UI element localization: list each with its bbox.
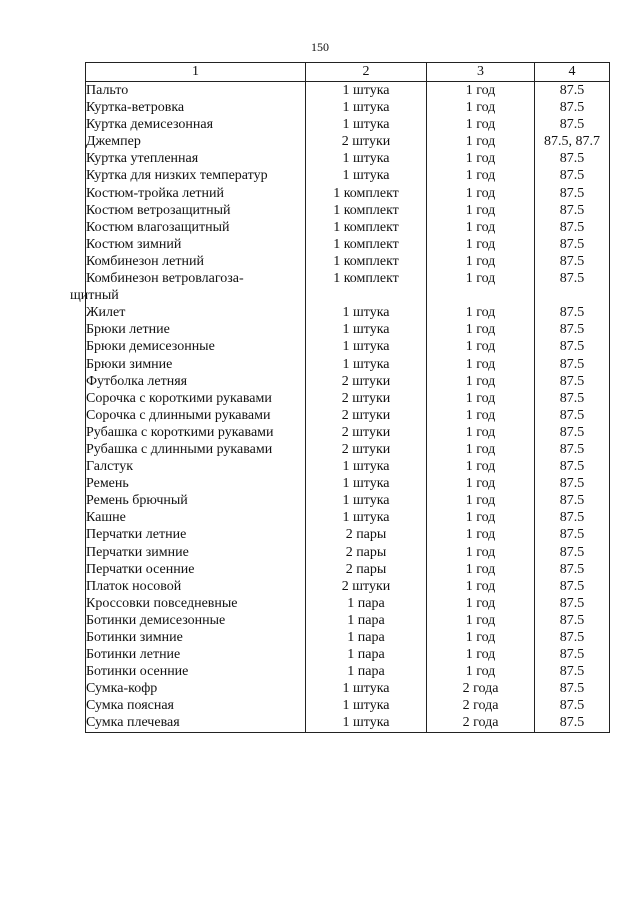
item-wear-period: 1 год <box>427 424 535 441</box>
item-name-cell <box>86 150 306 167</box>
item-quantity: 1 штука <box>306 116 427 133</box>
item-name: Брюки демисезонные <box>86 339 215 355</box>
item-name-cell <box>86 304 306 321</box>
item-wear-period: 1 год <box>427 475 535 492</box>
item-name: Ботинки демисезонные <box>86 612 226 628</box>
item-quantity: 1 штука <box>306 99 427 116</box>
item-quantity: 1 штука <box>306 492 427 509</box>
item-name-cell <box>86 356 306 373</box>
item-name-cell <box>86 629 306 646</box>
item-quantity: 1 штука <box>306 304 427 321</box>
item-reference: 87.5 <box>535 150 610 167</box>
item-name-cell <box>86 458 306 475</box>
table-row <box>86 99 610 116</box>
item-quantity: 2 штуки <box>306 424 427 441</box>
item-name: Галстук <box>86 459 134 475</box>
item-name-cell <box>86 133 306 150</box>
item-wear-period: 1 год <box>427 219 535 236</box>
item-quantity: 1 пара <box>306 663 427 680</box>
item-quantity: 1 штука <box>306 82 427 100</box>
item-reference: 87.5 <box>535 356 610 373</box>
item-reference: 87.5 <box>535 544 610 561</box>
item-wear-period: 1 год <box>427 595 535 612</box>
item-wear-period: 1 год <box>427 202 535 219</box>
item-reference: 87.5 <box>535 321 610 338</box>
table-row <box>86 475 610 492</box>
item-name: Кашне <box>86 510 126 526</box>
table-row <box>86 390 610 407</box>
table-row <box>86 595 610 612</box>
item-wear-period: 1 год <box>427 526 535 543</box>
table-row <box>86 458 610 475</box>
item-name-cell <box>86 646 306 663</box>
item-wear-period: 1 год <box>427 236 535 253</box>
item-reference: 87.5 <box>535 373 610 390</box>
item-quantity: 1 штука <box>306 458 427 475</box>
item-name-cell <box>86 697 306 714</box>
table-row <box>86 236 610 253</box>
item-name-cell <box>86 373 306 390</box>
item-wear-period: 1 год <box>427 612 535 629</box>
table-row <box>86 612 610 629</box>
item-name: Сорочка с короткими рукавами <box>86 390 272 406</box>
header-row <box>86 63 610 82</box>
item-name: Куртка утепленная <box>86 151 199 167</box>
table-row <box>86 150 610 167</box>
item-name: Платок носовой <box>86 578 182 594</box>
item-reference: 87.5 <box>535 714 610 732</box>
item-name: Комбинезон ветровлагоза- <box>86 271 244 287</box>
item-name-cell <box>86 407 306 424</box>
item-name: Сорочка с длинными рукавами <box>86 407 271 423</box>
table-row <box>86 680 610 697</box>
table-row <box>86 509 610 526</box>
item-name: Костюм ветрозащитный <box>86 202 231 218</box>
item-name: Куртка демисезонная <box>86 117 214 133</box>
item-wear-period: 1 год <box>427 407 535 424</box>
item-name: Перчатки зимние <box>86 544 189 560</box>
item-wear-period: 1 год <box>427 646 535 663</box>
item-reference: 87.5, 87.7 <box>535 133 610 150</box>
item-quantity: 2 пары <box>306 544 427 561</box>
item-reference: 87.5 <box>535 492 610 509</box>
item-wear-period: 1 год <box>427 150 535 167</box>
item-reference: 87.5 <box>535 578 610 595</box>
table-row <box>86 697 610 714</box>
item-quantity: 1 штука <box>306 714 427 732</box>
clothing-table <box>70 62 610 733</box>
item-name-cell <box>86 492 306 509</box>
item-reference: 87.5 <box>535 407 610 424</box>
item-reference: 87.5 <box>535 680 610 697</box>
item-reference: 87.5 <box>535 697 610 714</box>
item-name-cell <box>86 321 306 338</box>
item-wear-period: 1 год <box>427 99 535 116</box>
item-wear-period: 2 года <box>427 680 535 697</box>
item-name-cell <box>86 253 306 270</box>
item-name: Ботинки летние <box>86 647 181 663</box>
table-row <box>86 133 610 150</box>
item-reference: 87.5 <box>535 99 610 116</box>
table-row <box>86 407 610 424</box>
item-wear-period: 1 год <box>427 373 535 390</box>
column-header-2: 2 <box>306 63 427 82</box>
item-reference: 87.5 <box>535 629 610 646</box>
table-header <box>86 63 610 82</box>
item-quantity: 1 пара <box>306 612 427 629</box>
item-quantity: 1 штука <box>306 475 427 492</box>
item-name: Пальто <box>86 83 129 98</box>
item-quantity: 2 штуки <box>306 578 427 595</box>
item-quantity: 1 комплект <box>306 202 427 219</box>
item-reference: 87.5 <box>535 304 610 321</box>
item-name-cell <box>70 270 306 304</box>
item-reference: 87.5 <box>535 253 610 270</box>
item-reference: 87.5 <box>535 219 610 236</box>
item-reference: 87.5 <box>535 561 610 578</box>
table-row <box>86 646 610 663</box>
item-name-cell <box>86 578 306 595</box>
item-wear-period: 1 год <box>427 133 535 150</box>
item-quantity: 2 штуки <box>306 373 427 390</box>
item-name-cell <box>86 116 306 133</box>
item-quantity: 1 комплект <box>306 270 427 304</box>
item-name: Сумка поясная <box>86 698 174 714</box>
item-quantity: 1 штука <box>306 167 427 184</box>
item-reference: 87.5 <box>535 338 610 355</box>
item-name-cell <box>86 544 306 561</box>
item-name-cell <box>86 99 306 116</box>
item-quantity: 1 комплект <box>306 236 427 253</box>
item-quantity: 2 штуки <box>306 390 427 407</box>
item-wear-period: 1 год <box>427 304 535 321</box>
page-number: 150 <box>311 40 329 54</box>
table-row <box>86 338 610 355</box>
item-wear-period: 1 год <box>427 561 535 578</box>
item-name-cell <box>86 595 306 612</box>
item-quantity: 2 штуки <box>306 441 427 458</box>
table-row <box>86 578 610 595</box>
item-quantity: 1 штука <box>306 509 427 526</box>
column-header-4: 4 <box>535 63 610 82</box>
item-name-cell <box>86 475 306 492</box>
item-name-cell <box>86 561 306 578</box>
item-wear-period: 1 год <box>427 441 535 458</box>
table-row <box>86 526 610 543</box>
table-row <box>86 544 610 561</box>
item-reference: 87.5 <box>535 509 610 526</box>
item-quantity: 1 комплект <box>306 219 427 236</box>
item-name: Рубашка с короткими рукавами <box>86 424 274 440</box>
item-name: Брюки зимние <box>86 356 173 372</box>
table-row <box>86 270 610 304</box>
item-quantity: 2 штуки <box>306 133 427 150</box>
item-wear-period: 1 год <box>427 509 535 526</box>
item-reference: 87.5 <box>535 185 610 202</box>
item-name-cell <box>86 509 306 526</box>
item-name-cell <box>86 424 306 441</box>
item-name-cell <box>86 236 306 253</box>
item-reference: 87.5 <box>535 595 610 612</box>
item-reference: 87.5 <box>535 663 610 680</box>
table-row <box>86 356 610 373</box>
table-row <box>86 82 610 100</box>
item-name: Ремень брючный <box>86 493 188 509</box>
item-name: Костюм-тройка летний <box>86 185 224 201</box>
item-wear-period: 1 год <box>427 338 535 355</box>
item-wear-period: 2 года <box>427 714 535 732</box>
item-quantity: 2 пары <box>306 561 427 578</box>
item-name-cell <box>86 663 306 680</box>
item-wear-period: 1 год <box>427 578 535 595</box>
item-name-cell <box>86 714 306 732</box>
item-wear-period: 1 год <box>427 390 535 407</box>
item-name: Перчатки летние <box>86 527 187 543</box>
item-reference: 87.5 <box>535 646 610 663</box>
item-quantity: 1 штука <box>306 321 427 338</box>
item-quantity: 1 штука <box>306 150 427 167</box>
item-wear-period: 1 год <box>427 629 535 646</box>
item-name: Куртка-ветровка <box>86 100 185 116</box>
item-name: Кроссовки повседневные <box>86 595 238 611</box>
item-reference: 87.5 <box>535 167 610 184</box>
table-row <box>86 116 610 133</box>
item-reference: 87.5 <box>535 458 610 475</box>
item-name-cell <box>86 185 306 202</box>
item-name-cell <box>86 338 306 355</box>
item-wear-period: 1 год <box>427 356 535 373</box>
table-row <box>86 424 610 441</box>
item-wear-period: 1 год <box>427 270 535 304</box>
item-name: Футболка летняя <box>86 373 188 389</box>
item-name-cell <box>86 167 306 184</box>
item-reference: 87.5 <box>535 526 610 543</box>
item-name-cell <box>86 390 306 407</box>
item-name: Сумка плечевая <box>86 715 180 731</box>
item-quantity: 2 штуки <box>306 407 427 424</box>
item-wear-period: 1 год <box>427 663 535 680</box>
item-name: Костюм зимний <box>86 236 182 252</box>
item-quantity: 1 штука <box>306 356 427 373</box>
item-reference: 87.5 <box>535 441 610 458</box>
item-wear-period: 1 год <box>427 321 535 338</box>
item-name-continuation: щитный <box>70 288 119 304</box>
table-row <box>86 321 610 338</box>
item-wear-period: 1 год <box>427 116 535 133</box>
item-quantity: 1 пара <box>306 595 427 612</box>
item-name-cell <box>86 82 306 100</box>
table-row <box>86 219 610 236</box>
item-reference: 87.5 <box>535 82 610 100</box>
table-row <box>86 561 610 578</box>
item-name: Сумка-кофр <box>86 681 158 697</box>
item-quantity: 1 штука <box>306 680 427 697</box>
table-row <box>86 185 610 202</box>
table-row <box>86 663 610 680</box>
item-reference: 87.5 <box>535 475 610 492</box>
item-name: Рубашка с длинными рукавами <box>86 441 273 457</box>
item-wear-period: 1 год <box>427 185 535 202</box>
table-row <box>86 202 610 219</box>
item-name: Перчатки осенние <box>86 561 195 577</box>
item-name-cell <box>86 202 306 219</box>
table-row <box>86 714 610 732</box>
item-wear-period: 1 год <box>427 167 535 184</box>
item-name-cell <box>86 441 306 458</box>
item-wear-period: 1 год <box>427 544 535 561</box>
item-quantity: 1 пара <box>306 646 427 663</box>
item-quantity: 1 пара <box>306 629 427 646</box>
item-reference: 87.5 <box>535 236 610 253</box>
item-name: Куртка для низких температур <box>86 168 268 184</box>
column-header-3: 3 <box>427 63 535 82</box>
table-row <box>86 304 610 321</box>
item-name: Ремень <box>86 476 129 492</box>
table-body <box>70 82 610 733</box>
item-reference: 87.5 <box>535 270 610 304</box>
item-quantity: 1 комплект <box>306 185 427 202</box>
item-name: Жилет <box>86 305 126 321</box>
item-name: Брюки летние <box>86 322 170 338</box>
item-name: Комбинезон летний <box>86 253 204 269</box>
item-reference: 87.5 <box>535 116 610 133</box>
item-reference: 87.5 <box>535 202 610 219</box>
table-row <box>86 629 610 646</box>
item-reference: 87.5 <box>535 390 610 407</box>
table-row <box>86 167 610 184</box>
item-quantity: 1 штука <box>306 338 427 355</box>
item-quantity: 1 комплект <box>306 253 427 270</box>
item-quantity: 1 штука <box>306 697 427 714</box>
item-name-cell <box>86 526 306 543</box>
item-name: Ботинки осенние <box>86 664 189 680</box>
item-reference: 87.5 <box>535 424 610 441</box>
item-wear-period: 2 года <box>427 697 535 714</box>
table-row <box>86 492 610 509</box>
item-name-cell <box>86 219 306 236</box>
item-wear-period: 1 год <box>427 458 535 475</box>
item-wear-period: 1 год <box>427 253 535 270</box>
table-row <box>86 441 610 458</box>
item-name-cell <box>86 612 306 629</box>
table-row <box>86 253 610 270</box>
item-name: Джемпер <box>86 134 141 150</box>
item-name: Костюм влагозащитный <box>86 219 230 235</box>
item-name-cell <box>86 680 306 697</box>
item-quantity: 2 пары <box>306 526 427 543</box>
item-reference: 87.5 <box>535 612 610 629</box>
item-name: Ботинки зимние <box>86 630 183 645</box>
item-wear-period: 1 год <box>427 492 535 509</box>
item-wear-period: 1 год <box>427 82 535 100</box>
table-row <box>86 373 610 390</box>
column-header-1: 1 <box>86 63 306 82</box>
